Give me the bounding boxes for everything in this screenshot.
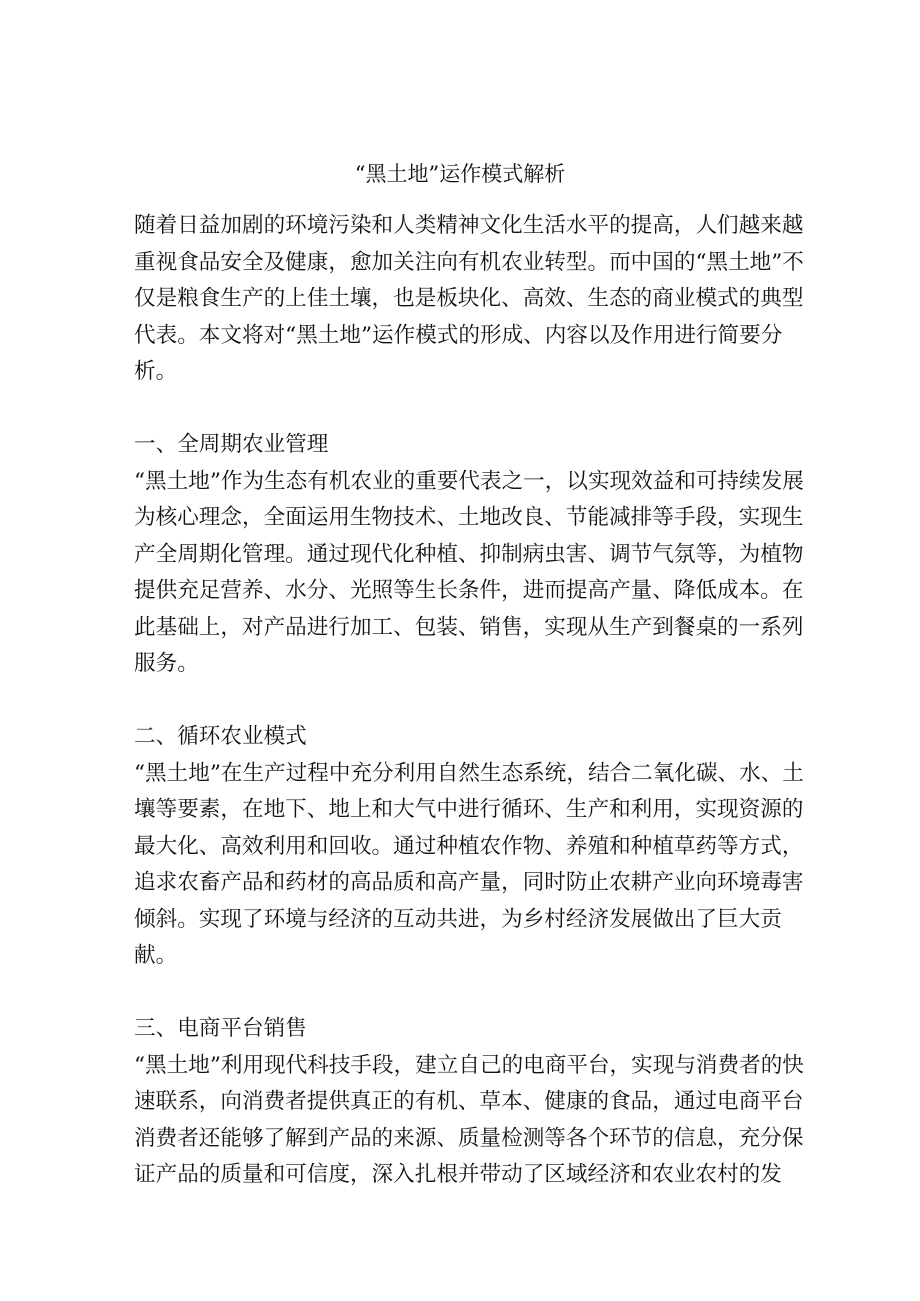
document-body [134,208,814,1194]
section-heading: 二、循环农业模式 [134,724,307,749]
section-ecommerce-sales [134,1011,814,1194]
section-heading: 一、全周期农业管理 [134,432,329,457]
section-circular-agriculture [134,719,814,975]
section-paragraph: “黑土地”利用现代科技手段，建立自己的电商平台，实现与消费者的快速联系，向消费者提供真正的有机、草本、健康的食品，通过电商平台消费者还能够了解到产品的来源、质量检测等各个环节的信息，充分保证产品的质量和可信度，深入扎根并带动了区域经济和农业农村的发 [134,1052,804,1187]
section-paragraph: “黑土地”作为生态有机农业的重要代表之一，以实现效益和可持续发展为核心理念，全面运用生物技术、土地改良、节能减排等手段，实现生产全周期化管理。通过现代化种植、抑制病虫害、调节气氛等，为植物提供充足营养、水分、光照等生长条件，进而提高产量、降低成本。在此基础上，对产品进行加工、包装、销售，实现从生产到餐桌的一系列服务。 [134,468,804,676]
section-full-cycle-management [134,427,814,683]
intro-paragraph: 随着日益加剧的环境污染和人类精神文化生活水平的提高，人们越来越重视食品安全及健康，愈加关注向有机农业转型。而中国的“黑土地”不仅是粮食生产的上佳土壤，也是板块化、高效、生态的商业模式的典型代表。本文将对“黑土地”运作模式的形成、内容以及作用进行简要分析。 [134,213,804,384]
section-heading: 三、电商平台销售 [134,1016,307,1041]
document-title: “黑土地”运作模式解析 [354,162,566,186]
section-paragraph: “黑土地”在生产过程中充分利用自然生态系统，结合二氧化碳、水、土壤等要素，在地下、地上和大气中进行循环、生产和利用，实现资源的最大化、高效利用和回收。通过种植农作物、养殖和种植草药等方式，追求农畜产品和药材的高品质和高产量，同时防止农耕产业向环境毒害倾斜。实现了环境与经济的互动共进，为乡村经济发展做出了巨大贡献。 [134,760,804,968]
